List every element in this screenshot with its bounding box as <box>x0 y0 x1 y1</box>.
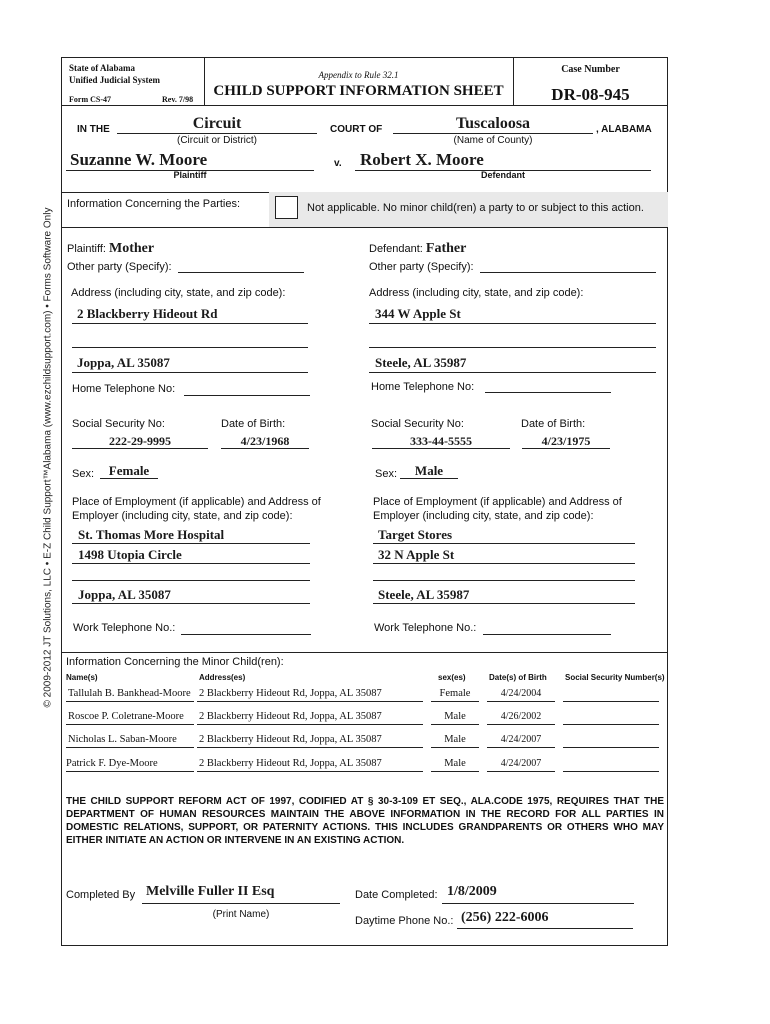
plaintiff-employer-address2[interactable]: Joppa, AL 35087 <box>78 587 171 602</box>
child-sex-line <box>431 771 479 772</box>
court-of-label: COURT OF <box>330 124 383 135</box>
child-address-line <box>197 724 423 725</box>
plaintiff-address1-line <box>72 323 308 324</box>
child-ssn-line[interactable] <box>563 771 659 772</box>
plaintiff-dob-label: Date of Birth: <box>221 418 286 430</box>
plaintiff-address2[interactable]: Joppa, AL 35087 <box>77 355 170 370</box>
child-sex[interactable]: Male <box>444 734 466 745</box>
child-ssn-line[interactable] <box>563 724 659 725</box>
plaintiff-caption: Plaintiff <box>173 170 207 180</box>
child-dob-line <box>487 701 555 702</box>
child-sex[interactable]: Female <box>439 688 471 699</box>
daytime-phone-line <box>457 928 633 929</box>
child-ssn-line[interactable] <box>563 701 659 702</box>
child-name[interactable]: Roscoe P. Coletrane-Moore <box>68 711 184 722</box>
defendant-address-extra-line[interactable] <box>369 347 656 348</box>
date-completed-line <box>442 903 634 904</box>
state-label: State of Alabama <box>69 63 135 73</box>
col-header-addresses: Address(es) <box>199 673 246 682</box>
child-ssn-line[interactable] <box>563 747 659 748</box>
defendant-role-label: Defendant: Father <box>369 241 467 256</box>
daytime-phone-label: Daytime Phone No.: <box>355 915 454 927</box>
county-value[interactable]: Tuscaloosa <box>455 115 531 132</box>
col-header-names: Name(s) <box>66 673 98 682</box>
child-name-line <box>66 701 194 702</box>
plaintiff-name[interactable]: Suzanne W. Moore <box>70 150 208 169</box>
legal-notice: THE CHILD SUPPORT REFORM ACT OF 1997, CODIFIED AT § 30-3-109 ET SEQ., ALA.CODE 1975, REQUIRES THAT THE DEPARTMENT OF HUMAN RESOURCES MAINTAIN THE ABOVE INFORMATION IN THE RECORD FOR ALL PARTIES IN DOMESTIC RELATIONS, SUPPORT, OR PATERNITY ACTIONS. THIS INCLUDES GRANDPARENTS OR OTHERS WHO MAY EITHER INITIATE AN ACTION OR INTERVENE IN AN EXISTING ACTION. <box>66 796 664 846</box>
child-address[interactable]: 2 Blackberry Hideout Rd, Joppa, AL 35087 <box>199 711 382 722</box>
child-sex-line <box>431 747 479 748</box>
date-completed[interactable]: 1/8/2009 <box>447 884 497 899</box>
child-dob-line <box>487 771 555 772</box>
defendant-employer-label1: Place of Employment (if applicable) and Address of <box>373 496 622 508</box>
plaintiff-work-phone-line[interactable] <box>181 634 311 635</box>
form-title: CHILD SUPPORT INFORMATION SHEET <box>213 83 504 99</box>
child-dob[interactable]: 4/24/2004 <box>500 688 542 699</box>
county-line <box>393 133 593 134</box>
daytime-phone[interactable]: (256) 222-6006 <box>461 910 549 925</box>
defendant-name[interactable]: Robert X. Moore <box>360 150 484 169</box>
child-dob-line <box>487 747 555 748</box>
defendant-role-value[interactable]: Father <box>425 241 467 256</box>
plaintiff-home-phone-label: Home Telephone No: <box>72 383 176 395</box>
defendant-employer[interactable]: Target Stores <box>378 527 453 542</box>
header-bottom-rule <box>61 105 668 106</box>
child-dob[interactable]: 4/26/2002 <box>500 711 542 722</box>
in-the-label: IN THE <box>77 124 110 135</box>
appendix-label: Appendix to Rule 32.1 <box>318 70 399 80</box>
plaintiff-ssn-line <box>72 448 208 449</box>
plaintiff-dob[interactable]: 4/23/1968 <box>240 434 290 448</box>
defendant-work-phone-label: Work Telephone No.: <box>374 622 477 634</box>
child-name[interactable]: Tallulah B. Bankhead-Moore <box>68 688 191 699</box>
alabama-label: , ALABAMA <box>596 124 652 135</box>
child-address-line <box>197 747 423 748</box>
revision: Rev. 7/98 <box>162 95 194 104</box>
plaintiff-work-phone-label: Work Telephone No.: <box>73 622 176 634</box>
defendant-sex-line <box>400 478 458 479</box>
child-address[interactable]: 2 Blackberry Hideout Rd, Joppa, AL 35087 <box>199 688 382 699</box>
plaintiff-home-phone-line[interactable] <box>184 395 310 396</box>
defendant-ssn[interactable]: 333-44-5555 <box>410 434 472 448</box>
plaintiff-employer-address2-line <box>72 603 310 604</box>
system-label: Unified Judicial System <box>69 75 161 85</box>
child-sex-line <box>431 724 479 725</box>
child-name[interactable]: Patrick F. Dye-Moore <box>66 758 158 769</box>
case-number-label: Case Number <box>561 64 620 75</box>
defendant-address1[interactable]: 344 W Apple St <box>375 306 461 321</box>
info-parties-label: Information Concerning the Parties: <box>67 198 241 210</box>
court-type-caption: (Circuit or District) <box>177 135 257 146</box>
court-type-line <box>117 133 317 134</box>
date-completed-label: Date Completed: <box>355 889 438 901</box>
not-applicable-text: Not applicable. No minor child(ren) a party to or subject to this action. <box>307 202 644 214</box>
child-dob[interactable]: 4/24/2007 <box>500 758 542 769</box>
defendant-other-line[interactable] <box>480 272 656 273</box>
col-header-ssn: Social Security Number(s) <box>565 673 665 682</box>
defendant-address-label: Address (including city, state, and zip code): <box>369 287 584 299</box>
col-header-sex: sex(es) <box>438 673 466 682</box>
plaintiff-employer-label1: Place of Employment (if applicable) and Address of <box>72 496 321 508</box>
print-name-caption: (Print Name) <box>212 909 270 920</box>
child-address[interactable]: 2 Blackberry Hideout Rd, Joppa, AL 35087 <box>199 758 382 769</box>
county-caption: (Name of County) <box>453 135 533 146</box>
copyright-side-text: © 2009-2012 JT Solutions, LLC • E-Z Child Support™Alabama (www.ezchildsupport.com) • Forms Software Only <box>42 207 54 708</box>
child-address-line <box>197 771 423 772</box>
defendant-home-phone-label: Home Telephone No: <box>371 381 475 393</box>
defendant-employer-label2: Employer (including city, state, and zip code): <box>373 510 594 522</box>
defendant-ssn-label: Social Security No: <box>371 418 464 430</box>
child-name-line <box>66 771 194 772</box>
child-name[interactable]: Nicholas L. Saban-Moore <box>68 734 177 745</box>
child-sex-line <box>431 701 479 702</box>
plaintiff-sex-label: Sex: <box>72 468 95 480</box>
defendant-employer-address1[interactable]: 32 N Apple St <box>378 547 455 562</box>
plaintiff-other-label: Other party (Specify): <box>67 261 172 273</box>
case-number[interactable]: DR-08-945 <box>551 85 630 104</box>
defendant-employer-address2-line <box>373 603 635 604</box>
children-rule <box>61 652 668 653</box>
defendant-caption: Defendant <box>480 170 525 180</box>
plaintiff-employer-extra-line[interactable] <box>72 580 310 581</box>
na-box-bottom-rule <box>61 227 668 228</box>
plaintiff-address-extra-line[interactable] <box>72 347 308 348</box>
plaintiff-employer[interactable]: St. Thomas More Hospital <box>78 527 225 542</box>
defendant-employer-address1-line <box>373 563 635 564</box>
defendant-dob-label: Date of Birth: <box>521 418 586 430</box>
defendant-ssn-line <box>372 448 510 449</box>
defendant-sex-label: Sex: <box>375 468 398 480</box>
court-type-value[interactable]: Circuit <box>192 115 242 132</box>
form-number: Form CS-47 <box>69 95 111 104</box>
plaintiff-employer-label2: Employer (including city, state, and zip code): <box>72 510 293 522</box>
versus-label: v. <box>334 158 342 169</box>
defendant-home-phone-line[interactable] <box>485 392 611 393</box>
defendant-address2-line <box>369 372 656 373</box>
defendant-address2[interactable]: Steele, AL 35987 <box>375 355 467 370</box>
plaintiff-address2-line <box>72 372 308 373</box>
plaintiff-address-label: Address (including city, state, and zip code): <box>71 287 286 299</box>
completed-by-name[interactable]: Melville Fuller II Esq <box>146 884 275 899</box>
defendant-dob[interactable]: 4/23/1975 <box>541 434 591 448</box>
defendant-employer-line <box>373 543 635 544</box>
plaintiff-employer-line <box>72 543 310 544</box>
defendant-address1-line <box>369 323 656 324</box>
plaintiff-address1[interactable]: 2 Blackberry Hideout Rd <box>77 306 218 321</box>
not-applicable-checkbox[interactable] <box>275 196 298 219</box>
child-dob[interactable]: 4/24/2007 <box>500 734 542 745</box>
plaintiff-other-line[interactable] <box>178 272 304 273</box>
defendant-other-label: Other party (Specify): <box>369 261 474 273</box>
child-dob-line <box>487 724 555 725</box>
child-address[interactable]: 2 Blackberry Hideout Rd, Joppa, AL 35087 <box>199 734 382 745</box>
defendant-employer-address2[interactable]: Steele, AL 35987 <box>378 587 470 602</box>
child-sex[interactable]: Male <box>444 711 466 722</box>
plaintiff-sex[interactable]: Female <box>108 463 150 478</box>
plaintiff-ssn-label: Social Security No: <box>72 418 165 430</box>
child-name-line <box>66 747 194 748</box>
plaintiff-ssn[interactable]: 222-29-9995 <box>109 434 171 448</box>
plaintiff-sex-line <box>100 478 158 479</box>
completed-by-line <box>142 903 340 904</box>
plaintiff-employer-address1[interactable]: 1498 Utopia Circle <box>78 547 182 562</box>
plaintiff-role-value[interactable]: Mother <box>109 241 155 256</box>
child-address-line <box>197 701 423 702</box>
defendant-sex[interactable]: Male <box>414 463 444 478</box>
children-section-label: Information Concerning the Minor Child(ren): <box>66 656 284 668</box>
col-header-dob: Date(s) of Birth <box>489 673 547 682</box>
defendant-employer-extra-line[interactable] <box>373 580 635 581</box>
plaintiff-role-label: Plaintiff: Mother <box>67 241 155 256</box>
completed-by-label: Completed By <box>66 889 136 901</box>
child-sex[interactable]: Male <box>444 758 466 769</box>
plaintiff-dob-line <box>221 448 309 449</box>
defendant-work-phone-line[interactable] <box>483 634 611 635</box>
plaintiff-employer-address1-line <box>72 563 310 564</box>
defendant-dob-line <box>522 448 610 449</box>
child-name-line <box>66 724 194 725</box>
